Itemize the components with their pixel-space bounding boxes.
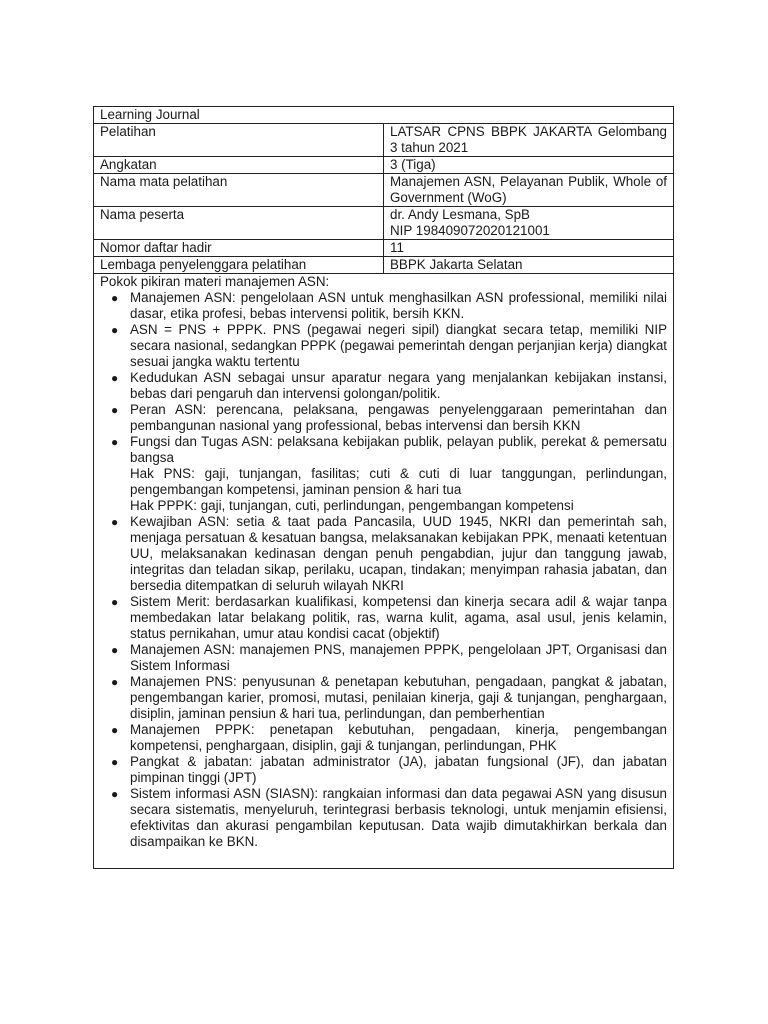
content-cell — [94, 274, 674, 869]
pelatihan-value: LATSAR CPNS BBPK JAKARTA Gelombang 3 tahun 2021 — [384, 124, 674, 157]
point-text: ASN = PNS + PPPK. PNS (pegawai negeri sipil) diangkat secara tetap, memiliki NIP secara nasional, sedangkan PPPK (pegawai pemerintah dengan perjanjian kerja) diangkat sesuai jangka waktu tertentu — [130, 322, 667, 369]
bullet-icon: ● — [111, 643, 119, 657]
bullet-icon: ● — [111, 403, 119, 417]
bullet-icon: ● — [111, 755, 119, 769]
bullet-icon: ● — [111, 323, 119, 337]
list-item — [111, 322, 667, 370]
point-text: Manajemen ASN: manajemen PNS, manajemen PPPK, pengelolaan JPT, Organisasi dan Sistem Informasi — [130, 642, 667, 673]
point-text: Manajemen PPPK: penetapan kebutuhan, pengadaan, kinerja, pengembangan kompetensi, penghargaan, disiplin, gaji & tunjangan, perlindungan, PHK — [130, 722, 667, 753]
peserta-value-cell — [384, 207, 674, 240]
journal-title: Learning Journal — [94, 107, 674, 124]
bullet-icon: ● — [111, 595, 119, 609]
field-row-peserta — [94, 207, 674, 240]
mata-pelatihan-label: Nama mata pelatihan — [94, 174, 384, 207]
bullet-icon: ● — [111, 787, 119, 801]
title-row — [94, 107, 674, 124]
peserta-nip: NIP 198409072020121001 — [390, 223, 550, 238]
point-text: Manajemen PNS: penyusunan & penetapan kebutuhan, pengadaan, pangkat & jabatan, pengembangan karier, promosi, mutasi, penilaian kinerja, gaji & tunjangan, penghargaan, disiplin, jaminan pensiun & hari tua, perlindungan, dan pemberhentian — [130, 674, 667, 721]
point-text: Fungsi dan Tugas ASN: pelaksana kebijakan publik, pelayan publik, perekat & pemersatu bangsa — [130, 434, 667, 465]
field-row-mata-pelatihan — [94, 174, 674, 207]
bullet-icon: ● — [111, 675, 119, 689]
point-text: Pangkat & jabatan: jabatan administrator (JA), jabatan fungsional (JF), dan jabatan pimpinan tinggi (JPT) — [130, 754, 667, 785]
nomor-value: 11 — [384, 240, 674, 257]
field-row-nomor — [94, 240, 674, 257]
content-row — [94, 274, 674, 869]
field-row-lembaga — [94, 257, 674, 274]
bullet-icon: ● — [111, 371, 119, 385]
peserta-name: dr. Andy Lesmana, SpB — [390, 207, 530, 222]
list-item — [111, 402, 667, 434]
point-text: Kewajiban ASN: setia & taat pada Pancasila, UUD 1945, NKRI dan pemerintah sah, menjaga persatuan & kesatuan bangsa, melaksanakan kebijakan PPK, menaati ketentuan UU, melaksanakan kedinasan dengan penuh pengabdian, jujur dan tanggung jawab, integritas dan teladan sikap, perilaku, ucapan, tindakan; menyimpan rahasia jabatan, dan bersedia ditempatkan di seluruh wilayah NKRI — [130, 514, 667, 593]
bullet-icon: ● — [111, 515, 119, 529]
point-text: Kedudukan ASN sebagai unsur aparatur negara yang menjalankan kebijakan instansi, bebas dari pengaruh dan intervensi golongan/politik. — [130, 370, 667, 401]
peserta-label: Nama peserta — [94, 207, 384, 240]
learning-journal-table — [93, 106, 674, 869]
list-item — [111, 674, 667, 722]
point-text: Sistem Merit: berdasarkan kualifikasi, kompetensi dan kinerja secara adil & wajar tanpa membedakan latar belakang politik, ras, warna kulit, agama, asal usul, jenis kelamin, status pernikahan, umur atau kondisi cacat (objektif) — [130, 594, 667, 641]
point-text: Peran ASN: perencana, pelaksana, pengawas penyelenggaraan pemerintahan dan pembangunan nasional yang professional, bebas intervensi dan bersih KKN — [130, 402, 667, 433]
point-text: Sistem informasi ASN (SIASN): rangkaian informasi dan data pegawai ASN yang disusun secara sistematis, menyeluruh, terintegrasi berbasis teknologi, untuk menjamin efisiensi, efektivitas dan akurasi pengambilan keputusan. Data wajib dimutakhirkan berkala dan disampaikan ke BKN. — [130, 786, 667, 849]
points-list — [100, 290, 667, 850]
list-item — [111, 786, 667, 850]
field-row-angkatan — [94, 157, 674, 174]
hak-pppk-text: Hak PPPK: gaji, tunjangan, cuti, perlindungan, pengembangan kompetensi — [130, 498, 574, 513]
angkatan-value: 3 (Tiga) — [384, 157, 674, 174]
field-row-pelatihan — [94, 124, 674, 157]
nomor-label: Nomor daftar hadir — [94, 240, 384, 257]
angkatan-label: Angkatan — [94, 157, 384, 174]
pelatihan-label: Pelatihan — [94, 124, 384, 157]
list-item — [111, 722, 667, 754]
lembaga-value: BBPK Jakarta Selatan — [384, 257, 674, 274]
list-item — [111, 434, 667, 514]
mata-pelatihan-value: Manajemen ASN, Pelayanan Publik, Whole of Government (WoG) — [384, 174, 674, 207]
bullet-icon: ● — [111, 435, 119, 449]
list-item — [111, 754, 667, 786]
point-text: Manajemen ASN: pengelolaan ASN untuk menghasilkan ASN professional, memiliki nilai dasar, etika profesi, bebas intervensi politik, bersih KKN. — [130, 290, 667, 321]
list-item — [111, 370, 667, 402]
bullet-icon: ● — [111, 291, 119, 305]
hak-pns-text: Hak PNS: gaji, tunjangan, fasilitas; cuti & cuti di luar tanggungan, perlindungan, pengembangan kompetensi, jaminan pension & hari tua — [130, 466, 667, 497]
list-item — [111, 594, 667, 642]
lembaga-label: Lembaga penyelenggara pelatihan — [94, 257, 384, 274]
bullet-icon: ● — [111, 723, 119, 737]
list-item — [111, 514, 667, 594]
content-heading: Pokok pikiran materi manajemen ASN: — [100, 274, 330, 289]
list-item — [111, 290, 667, 322]
list-item — [111, 642, 667, 674]
